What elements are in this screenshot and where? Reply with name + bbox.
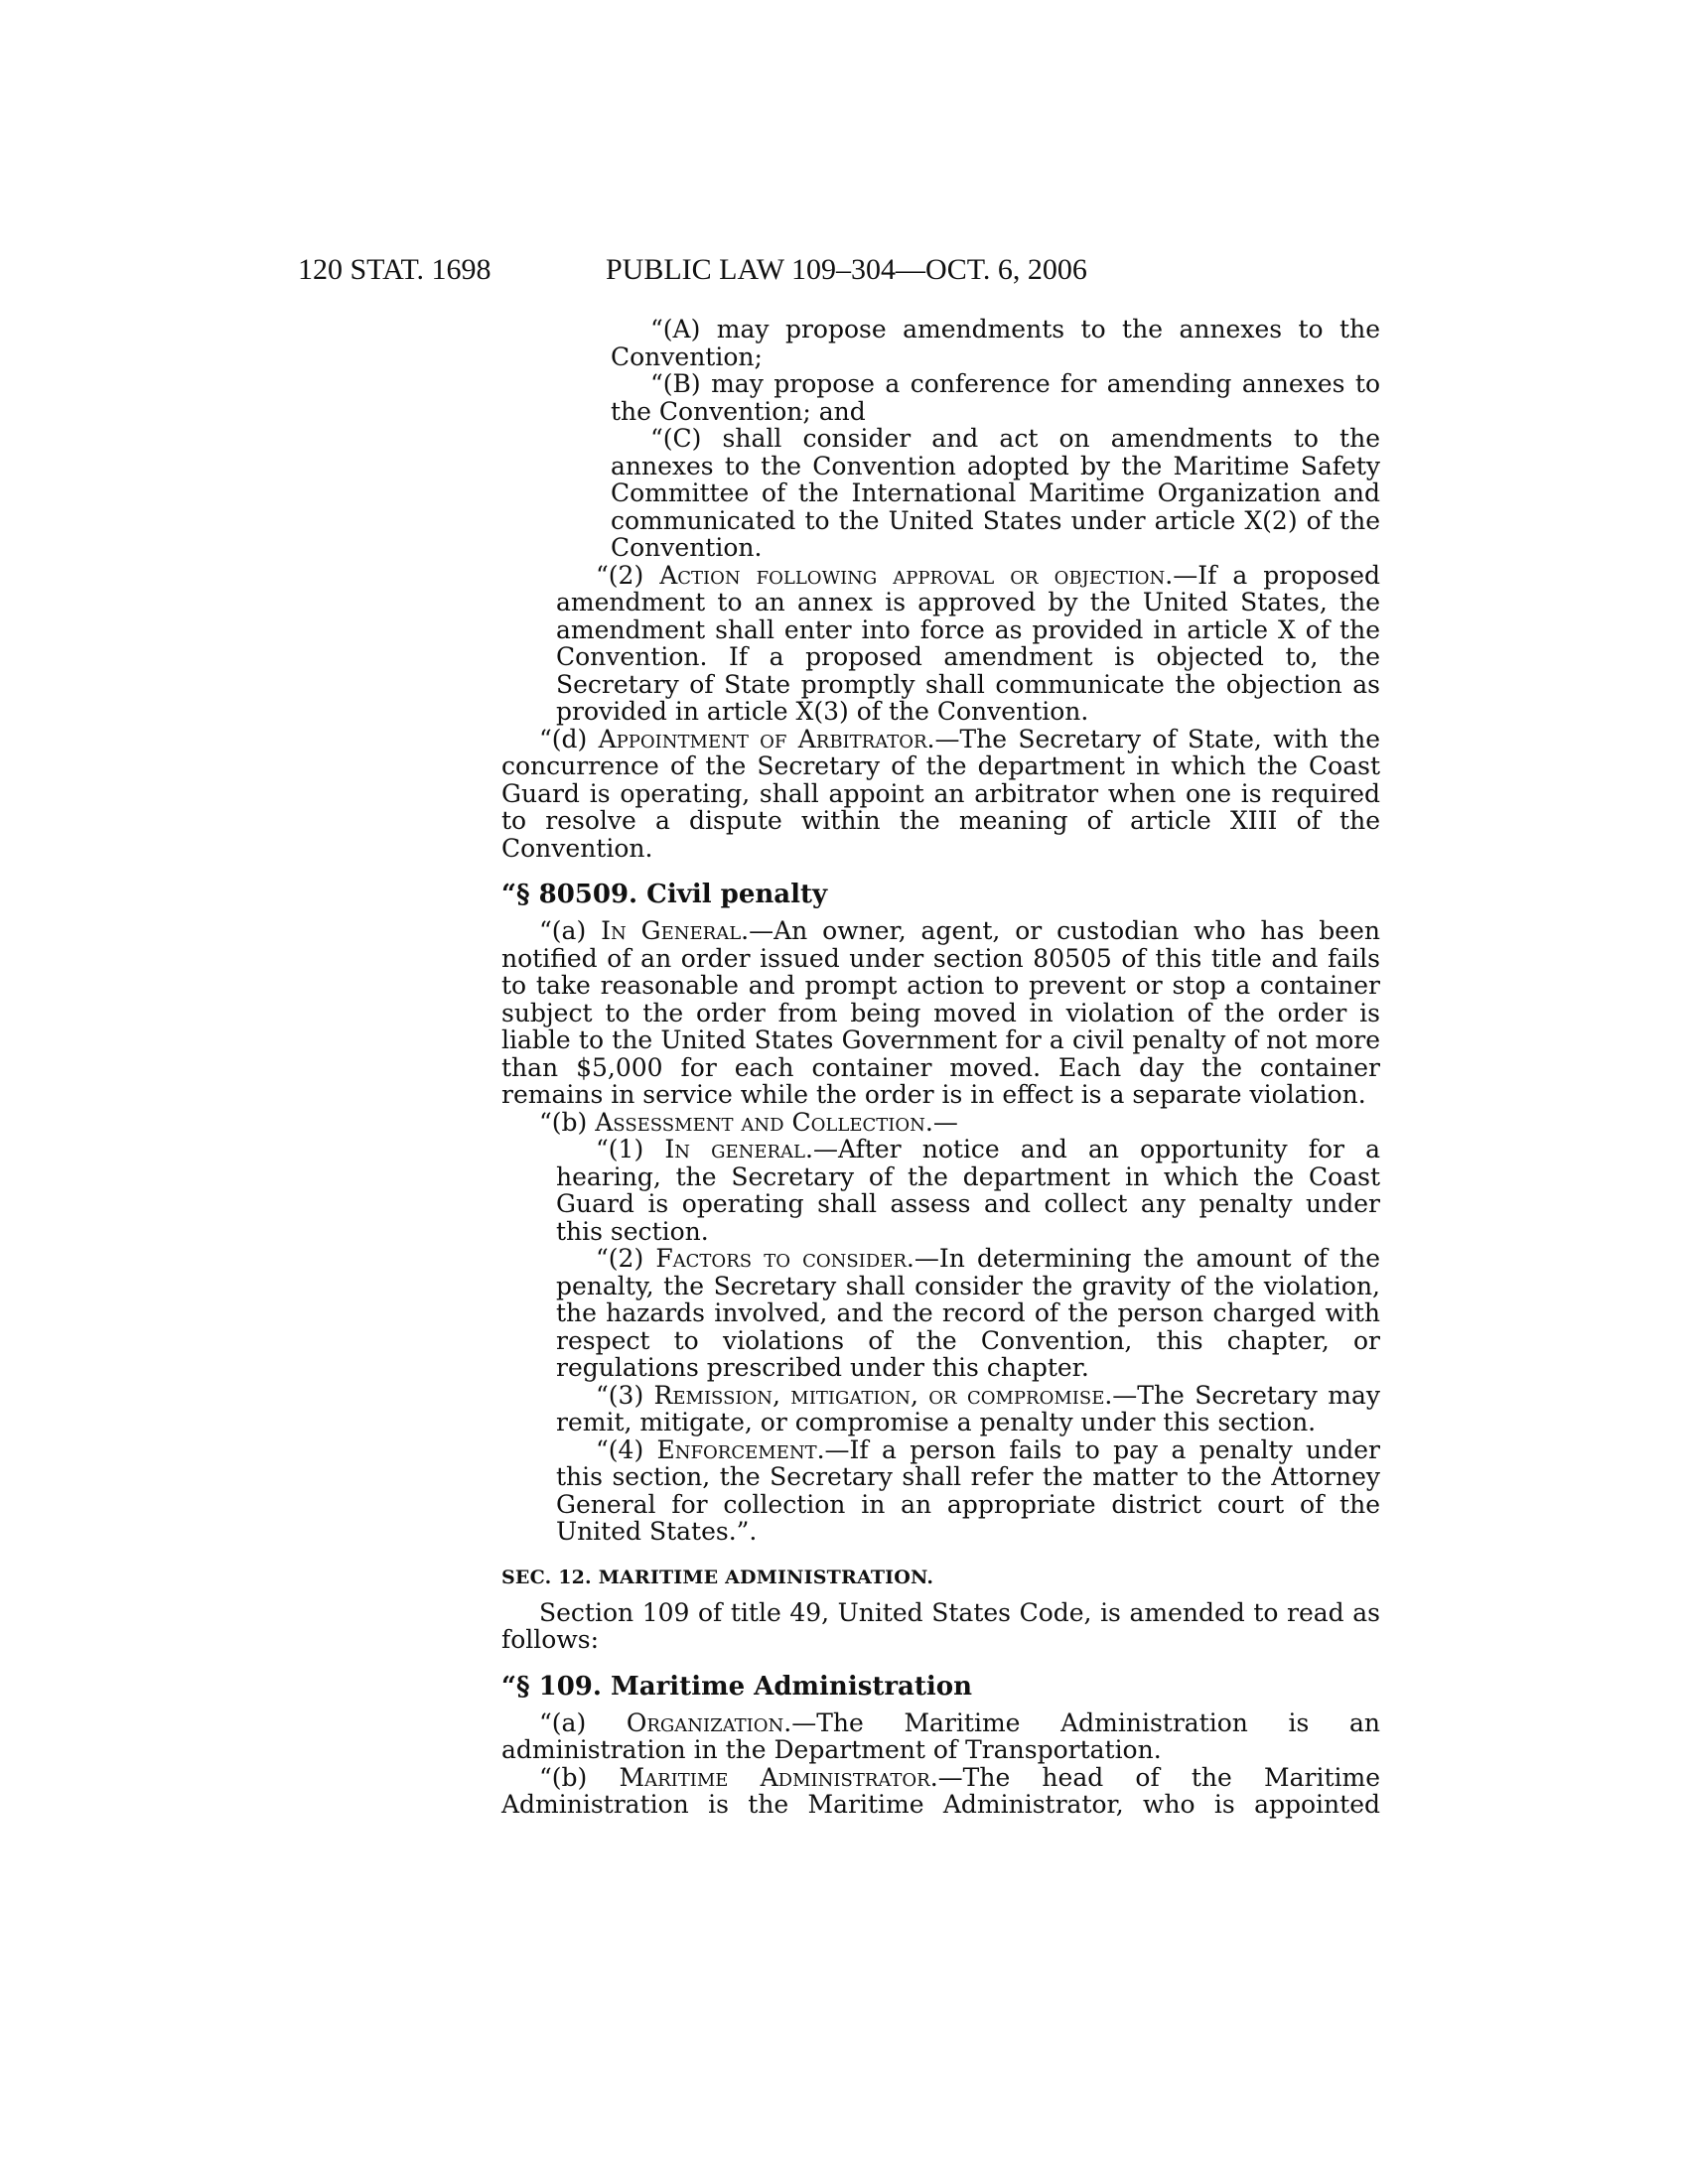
section-80509-heading: “§ 80509. Civil penalty — [501, 880, 828, 909]
paragraph-heading: Organization. — [626, 1707, 792, 1737]
paragraph-text: —If a proposed amendment to an annex is approved by the United States, the amendment shall enter into force as provided in article X of the Convention. If a proposed amendment is objected to, the Secretary of State promptly shall communicate the objection as provided in article X(3) of the Convention. — [556, 560, 1380, 726]
paragraph-2-action-following — [501, 562, 1380, 726]
paragraph-heading: Action following approval or objection. — [659, 560, 1174, 590]
paragraph-number: “(2) — [596, 1244, 656, 1273]
paragraph-text: — — [932, 1107, 958, 1137]
paragraph-heading: Appointment of Arbitrator. — [598, 724, 935, 753]
subsection-b-assessment — [501, 1109, 1380, 1137]
paragraph-a-propose-amendments: “(A) may propose amendments to the annexes to the Convention; — [611, 315, 1380, 371]
paragraph-heading: Enforcement. — [656, 1434, 825, 1464]
paragraph-number: “(b) — [539, 1762, 620, 1792]
paragraph-number: “(b) — [539, 1107, 596, 1137]
subsection-d-appointment — [501, 726, 1380, 863]
paragraph-number: “(4) — [596, 1434, 657, 1464]
subsection-a-organization — [501, 1709, 1380, 1764]
paragraph-text: —An owner, agent, or custodian who has been notified of an order issued under section 80505 of this title and fails to take reasonable and prompt action to prevent or stop a container subject to the order from being moved in violation of the order is liable to the United States Government for a civil penalty of not more than $5,000 for each container moved. Each day the container remains in service while the order is in effect is a separate violation. — [501, 916, 1380, 1109]
subsection-b-maritime-administrator — [501, 1764, 1380, 1819]
paragraph-heading: Remission, mitigation, or compromise. — [653, 1380, 1113, 1410]
section-12-text: Section 109 of title 49, United States Code, is amended to read as follows: — [501, 1597, 1380, 1654]
paragraph-text: —The Secretary may remit, mitigate, or compromise a penalty under this section. — [556, 1380, 1380, 1436]
paragraph-1-in-general — [501, 1136, 1380, 1245]
paragraph-number: “(d) — [539, 724, 599, 753]
paragraph-heading: Factors to consider. — [655, 1244, 914, 1273]
paragraph-b-propose-conference: “(B) may propose a conference for amending annexes to the Convention; and — [611, 369, 1380, 426]
paragraph-text: —The Secretary of State, with the concurrence of the Secretary of the department in which the Coast Guard is operating, shall appoint an arbitrator when one is required to resolve a dispute within the meaning of article XIII of the Convention. — [501, 724, 1380, 863]
public-law-title: PUBLIC LAW 109–304—OCT. 6, 2006 — [606, 253, 1087, 286]
section-109-heading: “§ 109. Maritime Administration — [501, 1671, 973, 1702]
paragraph-heading: Assessment and Collection. — [595, 1107, 933, 1137]
paragraph-number: “(2) — [596, 560, 660, 590]
page-header — [298, 250, 1390, 290]
paragraph-4-enforcement — [501, 1436, 1380, 1546]
paragraph-text: —The Maritime Administration is an administration in the Department of Transportation. — [501, 1707, 1380, 1764]
document-body — [501, 316, 1380, 1819]
paragraph-number: “(1) — [596, 1135, 665, 1163]
paragraph-3-remission — [501, 1382, 1380, 1436]
paragraph-2-factors — [501, 1245, 1380, 1382]
paragraph-text: —The head of the Maritime Administration is the Maritime Administrator, who is appointed — [501, 1762, 1380, 1819]
paragraph-heading: In General. — [601, 916, 750, 945]
statute-page-number: 120 STAT. 1698 — [298, 253, 492, 286]
paragraph-text: —In determining the amount of the penalty, the Secretary shall consider the gravity of the violation, the hazards involved, and the record of the person charged with respect to violations of the Convention, this chapter, or regulations prescribed under this chapter. — [556, 1244, 1380, 1382]
paragraph-text: —If a person fails to pay a penalty under this section, the Secretary shall refer the matter to the Attorney General for collection in an appropriate district court of the United States.”. — [556, 1434, 1380, 1546]
paragraph-c-consider-amendments: “(C) shall consider and act on amendments to the annexes to the Convention adopted by the Maritime Safety Committee of the International Maritime Organization and communicated to the United States under article X(2) of the Convention. — [611, 424, 1380, 562]
section-12-heading: SEC. 12. MARITIME ADMINISTRATION. — [501, 1566, 934, 1588]
paragraph-number: “(a) — [539, 1707, 627, 1737]
paragraph-number: “(3) — [596, 1380, 654, 1410]
paragraph-heading: Maritime Administrator. — [619, 1762, 938, 1792]
paragraph-heading: In general. — [664, 1135, 813, 1163]
subsection-a-in-general — [501, 917, 1380, 1109]
paragraph-text: —After notice and an opportunity for a hearing, the Secretary of the department in which the Coast Guard is operating shall assess and collect any penalty under this section. — [556, 1135, 1381, 1246]
paragraph-number: “(a) — [539, 916, 602, 945]
